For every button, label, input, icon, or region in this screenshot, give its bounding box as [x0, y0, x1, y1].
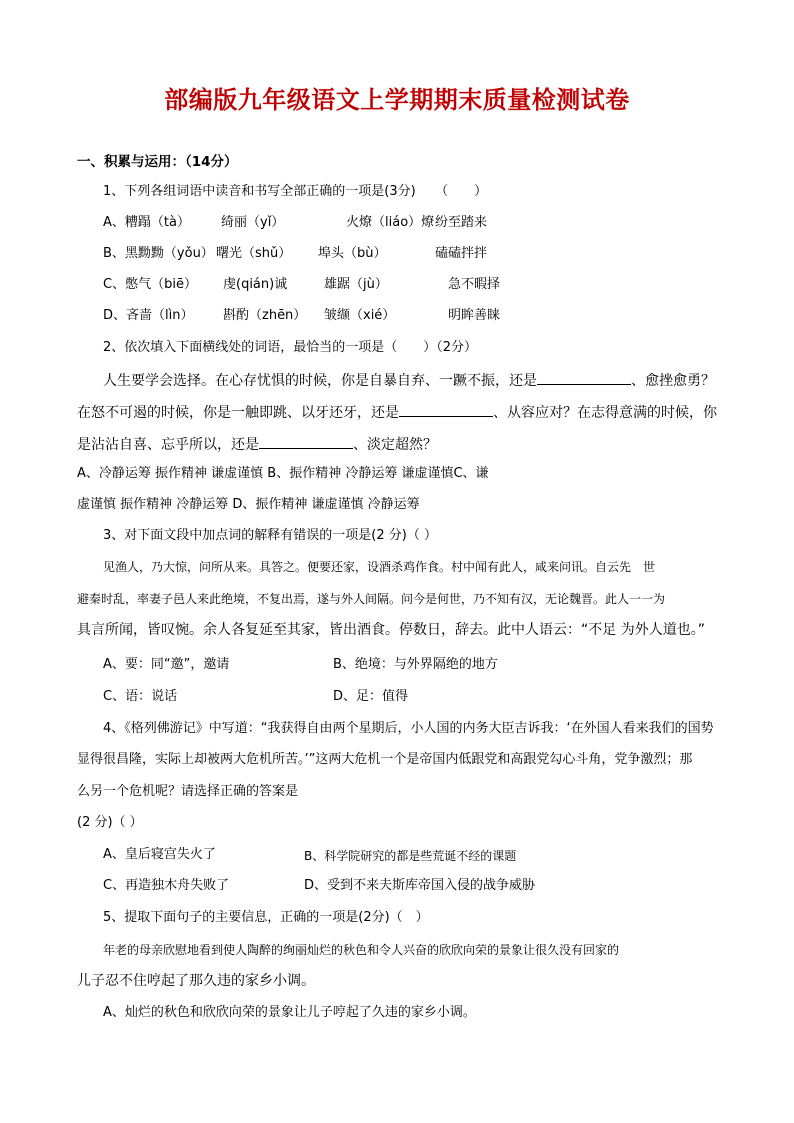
- q4-option-b: B、科学院研究的都是些荒诞不经的课题: [304, 849, 517, 863]
- q1-stem: 1、下列各组词语中读音和书写全部正确的一项是(3分) （ ）: [103, 184, 488, 199]
- q3-text-line-1: 见渔人，乃大惊，问所从来。具答之。便要还家，设酒杀鸡作食。村中闻有此人，咸来问讯。自云先 世: [103, 560, 656, 574]
- q4-line-1: 4、《格列佛游记》中写道：“我获得自由两个星期后，小人国的内务大臣吉诉我：‘在外国人看来我们的国势: [103, 721, 714, 736]
- q1-d-1: D、吝啬（lìn）: [103, 308, 194, 323]
- section-heading: 一、积累与运用：（14分）: [77, 154, 238, 170]
- q3-stem: 3、对下面文段中加点词的解释有错误的一项是(2 分)（ ）: [103, 528, 437, 543]
- q3-option-d: D、足：值得: [333, 689, 409, 704]
- q4-line-2: 显得很昌隆，实际上却被两大危机所苦。’”这两大危机一个是帝国内低跟党和高跟党勾心斗角，党争激烈；那: [77, 752, 693, 767]
- q1-a-3: 火燎（liáo）燎: [346, 215, 435, 230]
- q4-option-d: D、受到不来夫斯库帝国入侵的战争威胁: [304, 878, 536, 893]
- q2-passage-line-2: [77, 402, 717, 422]
- q2-p1-text-b: 、愈挫愈勇？: [631, 373, 715, 389]
- q4-line-4: (2 分)（ ）: [77, 815, 143, 830]
- q4-option-a: A、皇后寝宫失火了: [103, 847, 216, 862]
- q1-d-3: 皱缬（xié）: [324, 308, 396, 323]
- q1-c-4: 急不暇择: [448, 277, 501, 292]
- q3-option-a: A、要：同“邀”，邀请: [103, 657, 230, 672]
- q5-text-line-1: 年老的母亲欣慰地看到使人陶醉的绚丽灿烂的秋色和令人兴奋的欣欣向荣的景象让很久没有回家的: [103, 943, 620, 957]
- answer-blank: [259, 434, 353, 449]
- q3-option-b: B、绝境：与外界隔绝的地方: [333, 657, 498, 672]
- q2-passage-line-3: [77, 434, 437, 454]
- q3-option-c: C、语：说话: [103, 689, 178, 704]
- q1-d-2: 斟酌（zhēn）: [223, 308, 307, 323]
- q1-a-2: 绮丽（yǐ）: [221, 215, 285, 230]
- q1-a-1: A、糟蹋（tà）: [103, 215, 190, 230]
- q5-option-a: A、灿烂的秋色和欣欣向荣的景象让儿子哼起了久违的家乡小调。: [103, 1005, 476, 1020]
- q4-line-3: 么另一个危机呢？请选择正确的答案是: [77, 784, 299, 799]
- q1-b-4: 磕磕拌拌: [435, 246, 488, 261]
- q2-p2-text-b: 、从容应对？在志得意满的时候，你: [493, 405, 717, 421]
- q2-options-line-1: A、冷静运筹 振作精神 谦虚谨慎 B、振作精神 冷静运筹 谦虚谨慎C、谦: [77, 466, 489, 481]
- q2-p1-text-a: 人生要学会选择。在心存忧惧的时候，你是自暴自弃、一蹶不振，还是: [103, 373, 537, 389]
- q3-text-line-2: 避秦时乱，率妻子邑人来此绝境，不复出焉，遂与外人间隔。问今是何世，乃不知有汉，无论魏晋。此人一一为: [77, 592, 666, 606]
- q1-c-2: 虔(qián)诚: [223, 277, 288, 292]
- q2-p2-text-a: 在怒不可遏的时候，你是一触即跳、以牙还牙，还是: [77, 405, 399, 421]
- q5-stem: 5、提取下面句子的主要信息，正确的一项是(2分)（ ）: [103, 910, 429, 925]
- q2-stem: 2、依次填入下面横线处的词语，最恰当的一项是（ ）（2分）: [103, 340, 478, 355]
- q1-b-1: B、黑黝黝（yǒu）: [103, 246, 214, 261]
- q2-p3-text-a: 是沾沾自喜、忘乎所以，还是: [77, 437, 259, 453]
- q2-passage-line-1: [103, 370, 715, 390]
- q1-d-4: 明眸善睐: [448, 308, 501, 323]
- q1-c-3: 雄踞（jù）: [324, 277, 388, 292]
- q1-b-2: 曙光（shǔ）: [216, 246, 292, 261]
- q1-a-4: 纷至踏来: [435, 215, 488, 230]
- q2-p3-text-b: 、淡定超然？: [353, 437, 437, 453]
- answer-blank: [537, 370, 631, 385]
- q2-options-line-2: 虚谨慎 振作精神 冷静运筹 D、振作精神 谦虚谨慎 冷静运筹: [77, 497, 420, 512]
- q1-c-1: C、憋气（biē）: [103, 277, 197, 292]
- q3-text-line-3: 具言所闻，皆叹惋。余人各复延至其家，皆出酒食。停数日，辞去。此中人语云：“不足 为外人道也。”: [77, 622, 705, 638]
- q1-b-3: 埠头（bù）: [318, 246, 387, 261]
- answer-blank: [399, 402, 493, 417]
- q5-text-line-2: 儿子忍不住哼起了那久违的家乡小调。: [77, 973, 315, 989]
- page-title: 部编版九年级语文上学期期末质量检测试卷: [164, 85, 630, 114]
- q4-option-c: C、再造独木舟失败了: [103, 878, 230, 893]
